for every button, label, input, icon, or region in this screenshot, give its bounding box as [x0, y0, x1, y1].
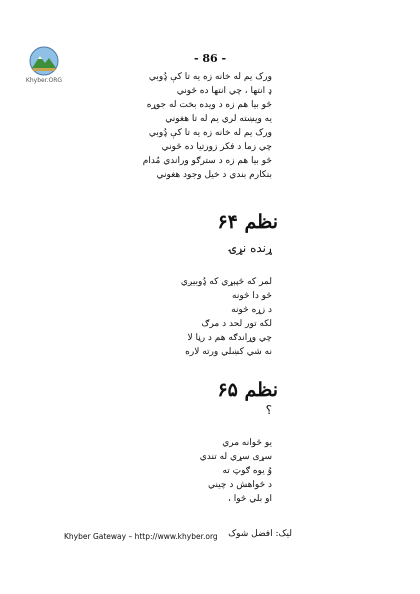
verse-line: ډ انتها ، چي انتها ده څوني: [176, 86, 272, 96]
verse-line: څو بيا هم زه د ويده بخت له جوړه: [146, 100, 272, 110]
verse-line: نه شي کښلي ورته لاره: [185, 347, 272, 357]
poem-65-body: [200, 436, 272, 506]
verse-line: سړی سړي له تندي: [199, 452, 272, 462]
verse-line: او بلي څوا ،: [227, 494, 272, 504]
logo-text: Khyber.ORG: [25, 77, 63, 84]
poem-top: [143, 70, 272, 182]
verse-line: چي زما د فکر زورتيا ده څوني: [161, 142, 272, 152]
verse-line: د څواهش د چيني: [207, 480, 272, 490]
page-number: - 86 -: [193, 52, 227, 65]
poem-64-body: [181, 275, 272, 359]
poem-64-subtitle: ړنده نړۍ: [229, 241, 272, 255]
poem-65-subtitle: ؟: [265, 403, 272, 417]
verse-line: چي وړاندګه هم د رڼا لا: [187, 333, 272, 343]
verse-line: څو دا څونه: [232, 291, 272, 301]
footer-author: ليک: افضل شوک: [228, 529, 292, 539]
khyber-mountain-logo-icon: [29, 46, 59, 76]
verse-line: څو بيا هم زه د سترګو وراندي مُدام: [142, 156, 272, 166]
verse-line: يو څوانه مري: [222, 438, 272, 448]
verse-line: ورک يم له خانه زه يه تا کې ډُوبي: [148, 72, 272, 82]
verse-line: وُ يوه ګوټ ته: [222, 466, 272, 476]
site-logo: [20, 46, 68, 84]
verse-line: ورک يم له خانه زه يه تا کې ډُوبي: [148, 128, 272, 138]
verse-line: لکه تور لحد د مرګ: [201, 319, 272, 329]
verse-line: د زړه څونه: [231, 305, 272, 315]
verse-line: بنکارم بندي د خيل وجود هغوني: [156, 170, 272, 180]
footer-source: Khyber Gateway – http://www.khyber.org: [64, 532, 218, 541]
verse-line: لمر که څپېړي که ډُوبيږي: [180, 277, 272, 287]
poem-65-title: نظم ۶۵: [217, 379, 278, 401]
verse-line: يه ويښته لري يم له تا هغوني: [165, 114, 272, 124]
poem-64-title: نظم ۶۴: [217, 211, 278, 233]
